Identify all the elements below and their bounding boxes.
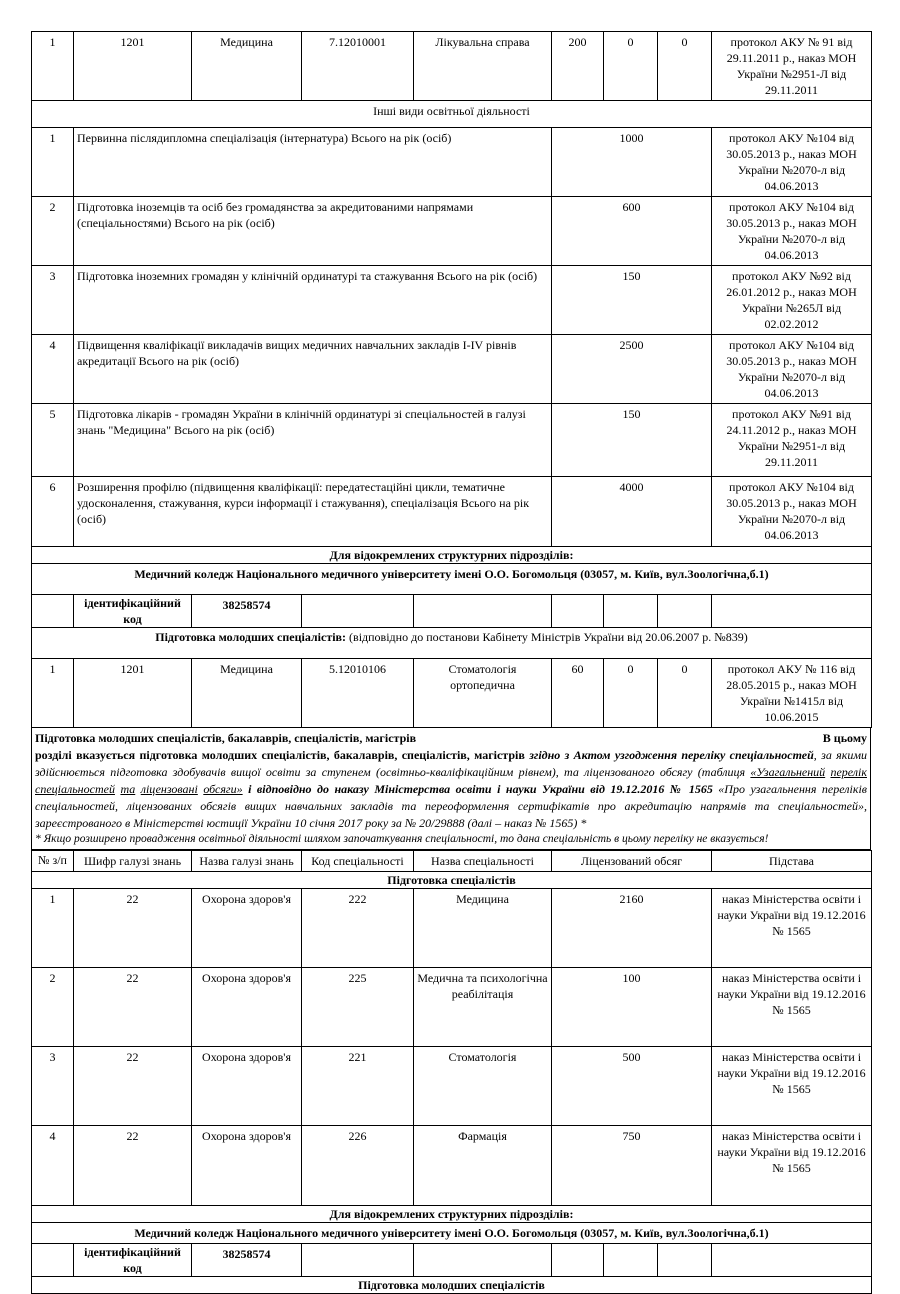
note-bold-start: Підготовка молодших спеціалістів, бакалаврів, спеціалістів, магістрів — [35, 731, 417, 745]
license-table-top — [31, 31, 872, 728]
spec-code: 7.12010001 — [302, 32, 414, 101]
activity-name: Підвищення кваліфікації викладачів вищих медичних навчальних закладів I-IV рівнів акредитації Всього на рік (осіб) — [74, 335, 552, 404]
row-num: 1 — [32, 659, 74, 728]
activity-volume: 2500 — [552, 335, 712, 404]
row-num: 1 — [32, 889, 74, 968]
row-num: 1 — [32, 128, 74, 197]
basis: протокол АКУ №104 від 30.05.2013 р., наказ МОН України №2070-л від 04.06.2013 — [712, 197, 872, 266]
note-ul-1: «Узагальнений — [750, 765, 826, 779]
field-code: 1201 — [74, 32, 192, 101]
field-code: 22 — [74, 1047, 192, 1126]
header-volume: Ліцензований обсяг — [552, 851, 712, 872]
basis: протокол АКУ №104 від 30.05.2013 р., наказ МОН України №2070-л від 04.06.2013 — [712, 128, 872, 197]
spec-code: 222 — [302, 889, 414, 968]
field-name: Охорона здоров'я — [192, 1126, 302, 1206]
spec-code: 225 — [302, 968, 414, 1047]
basis: наказ Міністерства освіти і науки України від 19.12.2016 № 1565 — [712, 968, 872, 1047]
field-name: Охорона здоров'я — [192, 968, 302, 1047]
note-ul-2: перелік — [830, 765, 867, 779]
specialists-title: Підготовка спеціалістів — [32, 872, 872, 889]
row-num: 2 — [32, 968, 74, 1047]
id-code-row — [32, 595, 872, 628]
table-row — [32, 477, 872, 547]
spec-name: Лікувальна справа — [414, 32, 552, 101]
spec-code: 226 — [302, 1126, 414, 1206]
header-num: № з/п — [32, 851, 74, 872]
table-row — [32, 404, 872, 477]
header-basis: Підстава — [712, 851, 872, 872]
field-name: Медицина — [192, 659, 302, 728]
activity-volume: 1000 — [552, 128, 712, 197]
explanatory-note — [31, 728, 871, 850]
field-name: Медицина — [192, 32, 302, 101]
basis: наказ Міністерства освіти і науки України від 19.12.2016 № 1565 — [712, 1126, 872, 1206]
basis: наказ Міністерства освіти і науки України від 19.12.2016 № 1565 — [712, 889, 872, 968]
id-code-value: 38258574 — [192, 1244, 302, 1277]
activity-volume: 150 — [552, 266, 712, 335]
spec-code: 221 — [302, 1047, 414, 1126]
activity-name: Розширення профілю (підвищення кваліфікації: передатестаційні цикли, тематичне удосконалення, стажування, курси інформації і стажування), спеціалізація Всього на рік (осіб) — [74, 477, 552, 547]
row-num: 3 — [32, 266, 74, 335]
row-num: 4 — [32, 1126, 74, 1206]
junior-title-bold: Підготовка молодших спеціалістів: — [155, 630, 347, 644]
field-name: Охорона здоров'я — [192, 889, 302, 968]
table-row — [32, 197, 872, 266]
basis: протокол АКУ №91 від 24.11.2012 р., наказ МОН України №2951-л від 29.11.2011 — [712, 404, 872, 477]
spec-code: 5.12010106 — [302, 659, 414, 728]
note-bold-cont: розділі вказується підготовка молодших спеціалістів, бакалаврів, спеціалістів, магістрів — [35, 748, 525, 762]
volume-1: 60 — [552, 659, 604, 728]
table-row — [32, 889, 872, 968]
header-spec-name: Назва спеціальності — [414, 851, 552, 872]
row-num: 4 — [32, 335, 74, 404]
basis: протокол АКУ №104 від 30.05.2013 р., наказ МОН України №2070-л від 04.06.2013 — [712, 477, 872, 547]
activity-volume: 600 — [552, 197, 712, 266]
row-num: 5 — [32, 404, 74, 477]
id-code-value: 38258574 — [192, 595, 302, 628]
sep-units-title: Для відокремлених структурних підрозділів: — [32, 1206, 872, 1223]
activity-volume: 150 — [552, 404, 712, 477]
id-code-label: ідентифікаційний код — [74, 1244, 192, 1277]
note-bold-right: В цьому — [822, 731, 867, 745]
activity-name: Підготовка іноземців та осіб без громадянства за акредитованими напрямами (спеціальностями) Всього на рік (осіб) — [74, 197, 552, 266]
note-text-2: «Про узагальнення переліків спеціальностей, ліцензованих обсягів вищих навчальних закладів та переоформлення сертифікатів про акредитацію напрямів та спеціальностей», зареєстрованого в Міністерстві юстиції України 10 січня 2017 року за № 20/29888 (далі – наказ № 1565) * — [35, 782, 868, 830]
document-page — [31, 31, 871, 1294]
table-row — [32, 1126, 872, 1206]
field-code: 1201 — [74, 659, 192, 728]
header-row — [32, 851, 872, 872]
note-text-1: , за якими здійснюється підготовка здобувачів вищої освіти за ступенем (освітньо-кваліфікаційним рівнем), та ліцензованого обсягу (таблиця — [35, 748, 868, 779]
spec-name: Стоматологія — [414, 1047, 552, 1126]
note-act-ref: згідно з Актом узгодження переліку спеціальностей — [529, 748, 814, 762]
section-title: Інші види освітньої діяльності — [32, 101, 872, 128]
spec-name: Медична та психологічна реабілітація — [414, 968, 552, 1047]
volume-2: 0 — [604, 659, 658, 728]
basis: протокол АКУ №92 від 26.01.2012 р., наказ МОН України №265Л від 02.02.2012 — [712, 266, 872, 335]
field-name: Охорона здоров'я — [192, 1047, 302, 1126]
volume: 500 — [552, 1047, 712, 1126]
header-spec-code: Код спеціальності — [302, 851, 414, 872]
junior-title-short: Підготовка молодших спеціалістів — [32, 1277, 872, 1294]
table-row — [32, 32, 872, 101]
note-footnote: * Якщо розширено провадження освітньої діяльності шляхом започаткування спеціальності, то дана спеціальність в цьому переліку не вказується! — [35, 833, 769, 845]
volume: 750 — [552, 1126, 712, 1206]
row-num: 3 — [32, 1047, 74, 1126]
spec-name: Фармація — [414, 1126, 552, 1206]
table-row — [32, 968, 872, 1047]
junior-title — [32, 628, 872, 659]
spec-name: Стоматологія ортопедична — [414, 659, 552, 728]
table-row — [32, 266, 872, 335]
college-title: Медичний коледж Національного медичного університету імені О.О. Богомольця (03057, м. Київ, вул.Зоологічна,б.1) — [32, 1223, 872, 1244]
license-table-bottom — [31, 850, 872, 1294]
field-code: 22 — [74, 1126, 192, 1206]
row-num: 6 — [32, 477, 74, 547]
table-row — [32, 659, 872, 728]
note-paragraph — [35, 730, 867, 832]
table-row — [32, 1047, 872, 1126]
note-order-ref: і відповідно до наказу Міністерства освіти і науки України від 19.12.2016 № 1565 — [242, 782, 713, 796]
row-num: 2 — [32, 197, 74, 266]
activity-name: Первинна післядипломна спеціалізація (інтернатура) Всього на рік (осіб) — [74, 128, 552, 197]
field-code: 22 — [74, 889, 192, 968]
table-row — [32, 335, 872, 404]
note-ul-5: ліцензовані — [140, 782, 198, 796]
volume-3: 0 — [658, 32, 712, 101]
basis: протокол АКУ №104 від 30.05.2013 р., наказ МОН України №2070-л від 04.06.2013 — [712, 335, 872, 404]
note-ul-4: та — [120, 782, 136, 796]
sep-units-title: Для відокремлених структурних підрозділів: — [32, 547, 872, 564]
id-code-label: ідентифікаційний код — [74, 595, 192, 628]
note-ul-3: спеціальностей — [35, 782, 115, 796]
volume-2: 0 — [604, 32, 658, 101]
activity-name: Підготовка іноземних громадян у клінічній ординатурі та стажування Всього на рік (осіб) — [74, 266, 552, 335]
junior-title-rest: (відповідно до постанови Кабінету Міністрів України від 20.06.2007 р. №839) — [346, 630, 748, 644]
note-ul-6: обсяги» — [203, 782, 243, 796]
college-title: Медичний коледж Національного медичного університету імені О.О. Богомольця (03057, м. Київ, вул.Зоологічна,б.1) — [32, 564, 872, 595]
header-code: Шифр галузі знань — [74, 851, 192, 872]
basis: протокол АКУ № 116 від 28.05.2015 р., наказ МОН України №1415л від 10.06.2015 — [712, 659, 872, 728]
volume: 100 — [552, 968, 712, 1047]
field-code: 22 — [74, 968, 192, 1047]
id-code-row — [32, 1244, 872, 1277]
volume-1: 200 — [552, 32, 604, 101]
spec-name: Медицина — [414, 889, 552, 968]
basis: протокол АКУ № 91 від 29.11.2011 р., наказ МОН України №2951-Л від 29.11.2011 — [712, 32, 872, 101]
volume: 2160 — [552, 889, 712, 968]
volume-3: 0 — [658, 659, 712, 728]
table-row — [32, 128, 872, 197]
header-field: Назва галузі знань — [192, 851, 302, 872]
activity-volume: 4000 — [552, 477, 712, 547]
activity-name: Підготовка лікарів - громадян України в клінічній ординатурі зі спеціальностей в галузі знань "Медицина" Всього на рік (осіб) — [74, 404, 552, 477]
basis: наказ Міністерства освіти і науки України від 19.12.2016 № 1565 — [712, 1047, 872, 1126]
row-num: 1 — [32, 32, 74, 101]
